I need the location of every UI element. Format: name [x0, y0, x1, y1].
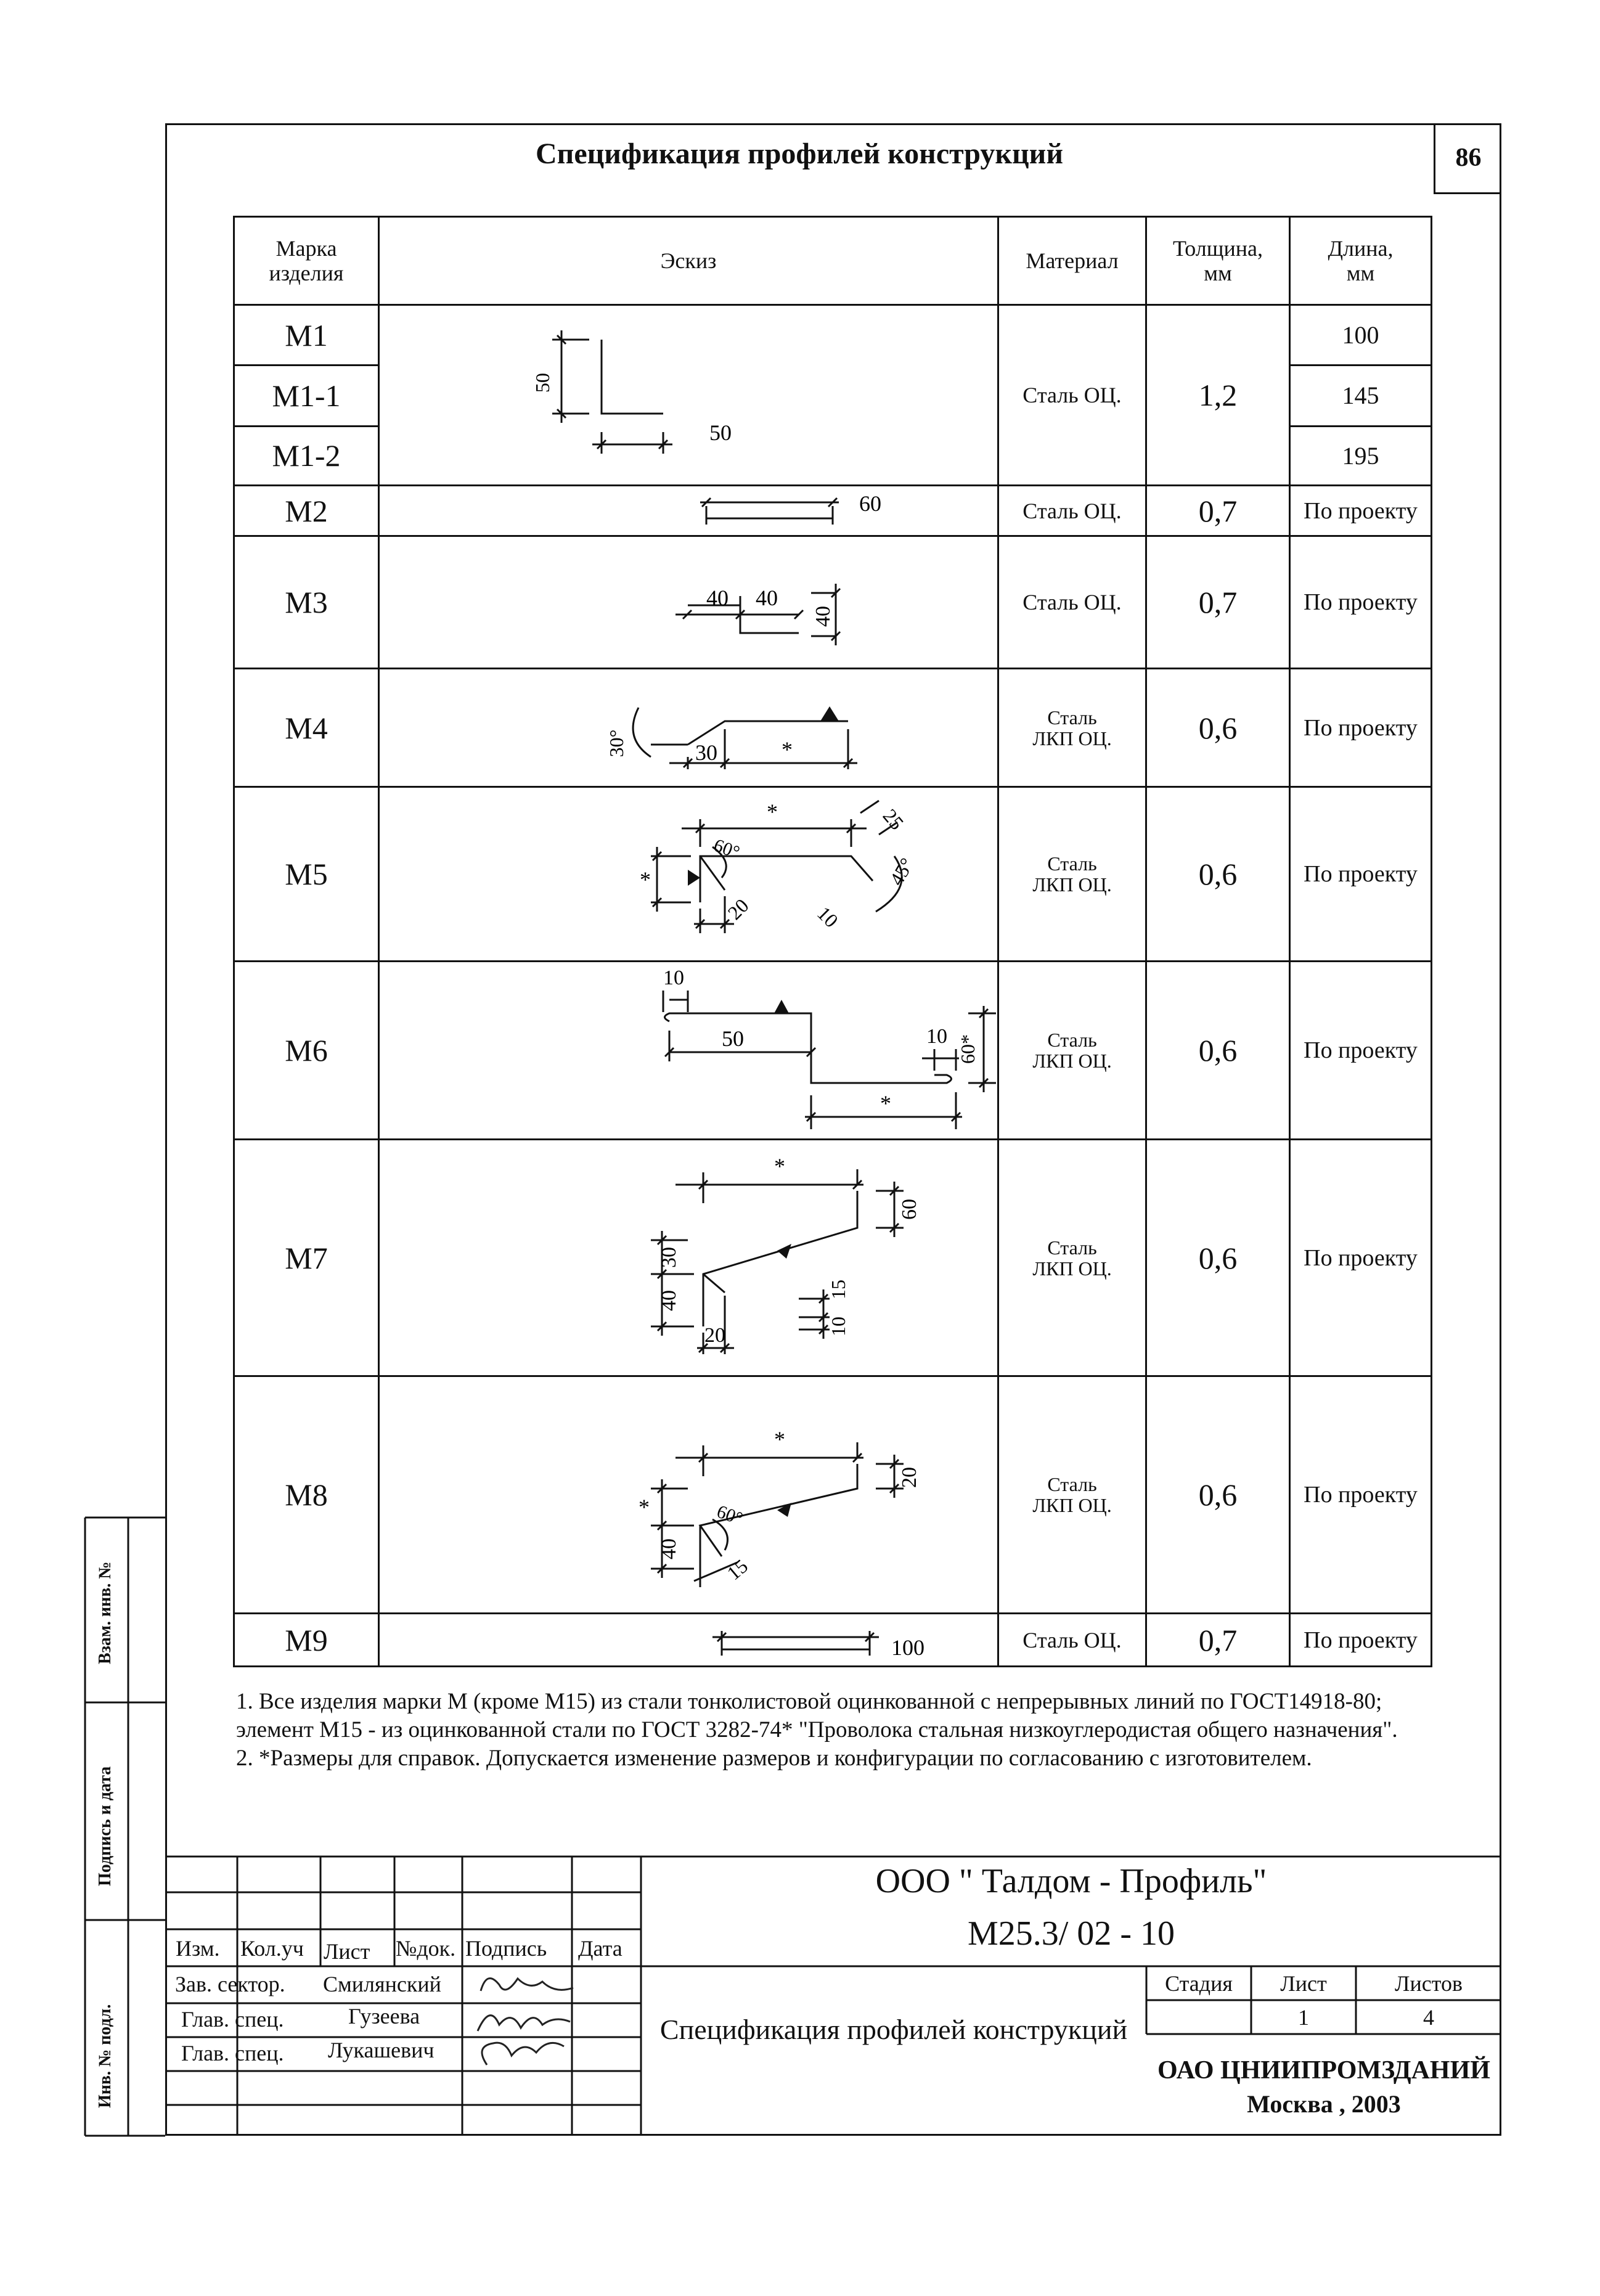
dim-m3-c: 40 [812, 606, 835, 627]
dim-m6-b: 50 [722, 1026, 744, 1051]
dim-m7-star: * [774, 1153, 785, 1179]
mark-cell: М6 [234, 962, 379, 1140]
length-cell: 145 [1290, 366, 1432, 426]
dim-m5-a: 25 [878, 804, 908, 835]
mark-cell: М9 [234, 1614, 379, 1667]
material-cell: Сталь ОЦ. [998, 305, 1146, 486]
sheet-label: Лист [1280, 1971, 1327, 1996]
col-data: Дата [578, 1936, 622, 1961]
length-cell: По проекту [1290, 962, 1432, 1140]
col-ndok: №док. [396, 1936, 456, 1961]
dim-m5-star-left: * [640, 867, 651, 892]
length-cell: 100 [1290, 305, 1432, 366]
header-sketch: Эскиз [379, 217, 998, 305]
page-number: 86 [1434, 123, 1501, 194]
dim-m8-star-left: * [639, 1495, 650, 1519]
dim-m8-a: 20 [898, 1467, 921, 1488]
length-cell: По проекту [1290, 536, 1432, 669]
header-length: Длина, мм [1290, 217, 1432, 305]
dim-m7-f: 20 [704, 1323, 725, 1347]
name-3: Лукашевич [328, 2038, 435, 2062]
dim-m5-star-top: * [767, 799, 778, 824]
sheets-total: 4 [1423, 2005, 1434, 2030]
mark-cell: М5 [234, 787, 379, 962]
material-cell: Сталь ОЦ. [998, 1614, 1146, 1667]
organization: ОАО ЦНИИПРОМЗДАНИЙ [1157, 2056, 1490, 2085]
header-mark: Марка изделия [234, 217, 379, 305]
length-cell: 195 [1290, 426, 1432, 485]
col-podpis: Подпись [465, 1936, 547, 1961]
header-material: Материал [998, 217, 1146, 305]
mark-cell: М2 [234, 486, 379, 536]
mark-cell: М8 [234, 1376, 379, 1614]
dim-m8-d: 15 [722, 1554, 753, 1585]
dim-m7-c: 40 [658, 1289, 680, 1311]
dim-m1-v: 50 [531, 373, 553, 393]
dim-m7-d: 15 [827, 1279, 849, 1299]
dim-m2: 60 [859, 491, 881, 516]
dim-m6-star: * [880, 1091, 891, 1116]
doc-code: М25.3/ 02 - 10 [968, 1914, 1175, 1953]
sheet-number: 1 [1298, 2005, 1309, 2030]
role-1: Зав. сектор. [175, 1972, 285, 1996]
stage-label: Стадия [1165, 1971, 1233, 1996]
thickness-cell: 1,2 [1146, 305, 1290, 486]
side-label-vzam: Взам. инв. № [96, 1561, 115, 1664]
dim-m7-a: 60 [898, 1198, 921, 1220]
role-3: Глав. спец. [181, 2041, 284, 2065]
thickness-cell: 0,6 [1146, 669, 1290, 787]
length-cell: По проекту [1290, 1614, 1432, 1667]
dim-m4-star: * [782, 737, 793, 762]
name-2: Гузеева [348, 2004, 420, 2028]
side-label-inv: Инв. № подл. [96, 2004, 115, 2108]
col-list: Лист [324, 1939, 370, 1964]
note-2: 2. *Размеры для справок. Допускается изменение размеров и конфигурации по согласованию с изготовителем. [236, 1746, 1312, 1771]
dim-m9: 100 [891, 1635, 924, 1660]
length-cell: По проекту [1290, 1140, 1432, 1376]
dim-m1-h: 50 [709, 420, 732, 445]
dim-m3-a: 40 [706, 586, 729, 610]
thickness-cell: 0,7 [1146, 486, 1290, 536]
col-izm: Изм. [176, 1936, 220, 1961]
dim-m7-e: 10 [827, 1316, 849, 1336]
doc-title: Спецификация профилей конструкций [659, 2014, 1128, 2045]
dim-m4-angle: 30° [605, 729, 627, 757]
dim-m6-d: 60* [957, 1034, 979, 1064]
dim-m5-e: 10 [813, 902, 843, 932]
dim-m5-d: 20 [723, 894, 753, 924]
thickness-cell: 0,7 [1146, 1614, 1290, 1667]
thickness-cell: 0,6 [1146, 1376, 1290, 1614]
city-year: Москва , 2003 [1247, 2090, 1401, 2118]
note-1: 1. Все изделия марки М (кроме М15) из стали тонколистовой оцинкованной с непрерывных линий по ГОСТ14918-80; элемент М15 - из оцинкованной стали по ГОСТ 3282-74* "Проволока стальная низкоуглеродистая общего назначения". [236, 1689, 1398, 1742]
length-cell: По проекту [1290, 1376, 1432, 1614]
dim-m5-b: 45° [884, 854, 918, 889]
length-cell: По проекту [1290, 669, 1432, 787]
side-label-podpis: Подпись и дата [96, 1766, 115, 1886]
material-cell: Сталь ЛКП ОЦ. [998, 669, 1146, 787]
mark-cell: М1 [234, 305, 379, 366]
thickness-cell: 0,7 [1146, 536, 1290, 669]
mark-cell: М3 [234, 536, 379, 669]
thickness-cell: 0,6 [1146, 962, 1290, 1140]
company-name: ООО " Талдом - Профиль" [875, 1862, 1267, 1900]
length-cell: По проекту [1290, 486, 1432, 536]
material-cell: Сталь ЛКП ОЦ. [998, 787, 1146, 962]
name-1: Смилянский [323, 1972, 441, 1996]
dim-m5-c: 60° [711, 835, 743, 863]
material-cell: Сталь ЛКП ОЦ. [998, 962, 1146, 1140]
length-cell: По проекту [1290, 787, 1432, 962]
dim-m3-b: 40 [756, 586, 778, 610]
page-title: Спецификация профилей конструкций [536, 137, 1063, 170]
mark-cell: М4 [234, 669, 379, 787]
dim-m6-c: 10 [926, 1025, 947, 1048]
dim-m8-c: 60° [714, 1501, 746, 1529]
dim-m6-a: 10 [663, 966, 684, 989]
mark-cell: М1-1 [234, 366, 379, 426]
col-kol: Кол.уч [240, 1936, 304, 1961]
material-cell: Сталь ОЦ. [998, 536, 1146, 669]
material-cell: Сталь ОЦ. [998, 486, 1146, 536]
mark-cell: М1-2 [234, 426, 379, 485]
sheets-label: Листов [1395, 1971, 1463, 1996]
role-2: Глав. спец. [181, 2007, 284, 2032]
mark-cell: М7 [234, 1140, 379, 1376]
thickness-cell: 0,6 [1146, 787, 1290, 962]
material-cell: Сталь ЛКП ОЦ. [998, 1140, 1146, 1376]
dim-m4-a: 30 [695, 740, 717, 765]
dim-m8-star: * [774, 1427, 785, 1452]
header-thickness: Толщина, мм [1146, 217, 1290, 305]
dim-m7-b: 30 [658, 1246, 680, 1268]
material-cell: Сталь ЛКП ОЦ. [998, 1376, 1146, 1614]
thickness-cell: 0,6 [1146, 1140, 1290, 1376]
signatures-drawing [462, 1966, 586, 2071]
dim-m8-b: 40 [658, 1538, 680, 1559]
